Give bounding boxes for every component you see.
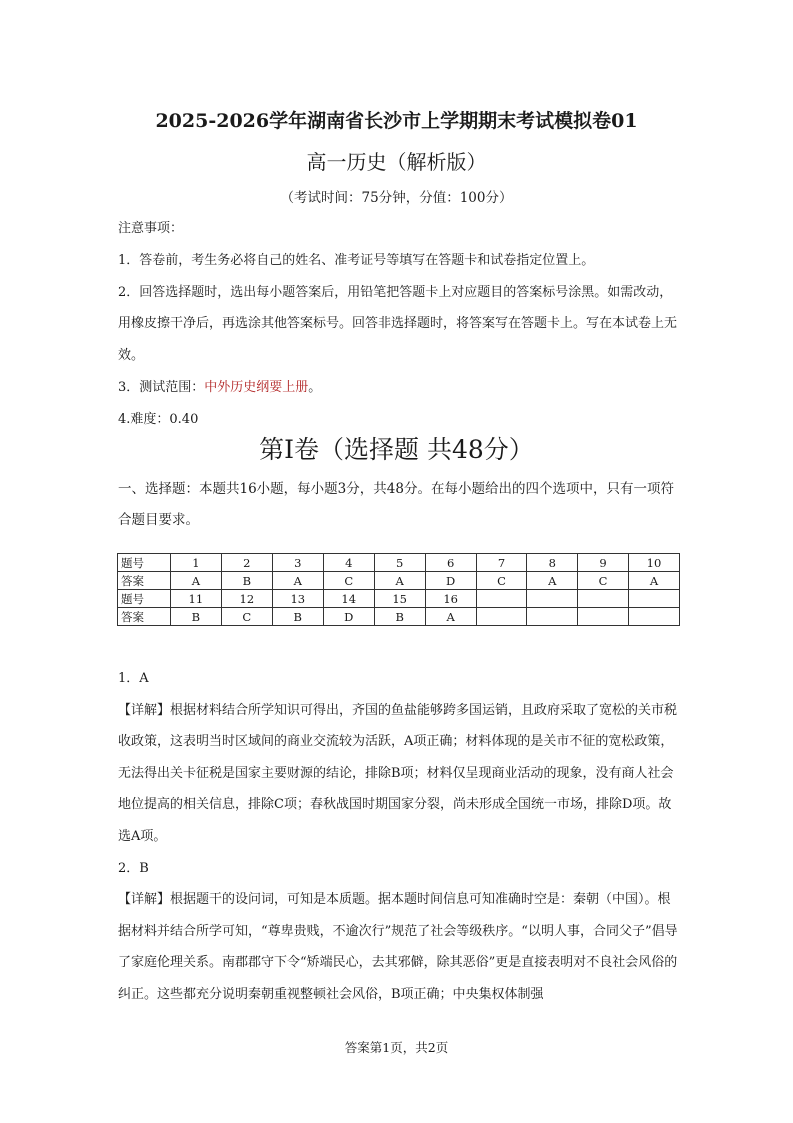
- table-cell: 3: [272, 554, 323, 572]
- table-cell: [578, 590, 629, 608]
- table-row: [118, 554, 680, 572]
- table-cell: C: [323, 572, 374, 590]
- row-label: 题号: [118, 554, 171, 572]
- notes-item-1: 1．答卷前，考生务必将自己的姓名、准考证号等填写在答题卡和试卷指定位置上。: [118, 252, 595, 268]
- table-cell: 4: [323, 554, 374, 572]
- table-row: [118, 608, 680, 626]
- table-cell: B: [221, 572, 272, 590]
- explanations: [118, 663, 683, 1011]
- table-cell: 12: [221, 590, 272, 608]
- table-cell: A: [425, 608, 476, 626]
- table-cell: 14: [323, 590, 374, 608]
- table-cell: 5: [374, 554, 425, 572]
- notes-item-3-prefix: 3．测试范围：: [118, 379, 205, 395]
- table-row: [118, 590, 680, 608]
- q2-answer: 2．B: [118, 860, 149, 876]
- table-cell: 11: [170, 590, 221, 608]
- table-cell: C: [221, 608, 272, 626]
- table-cell: [628, 590, 679, 608]
- notes-item-2: 2．回答选择题时，选出每小题答案后，用铅笔把答题卡上对应题目的答案标号涂黑。如需改动，用橡皮擦干净后，再选涂其他答案标号。回答非选择题时，将答案写在答题卡上。写在本试卷上无效。: [118, 284, 678, 364]
- table-cell: A: [527, 572, 578, 590]
- row-label: 答案: [118, 608, 171, 626]
- table-cell: 1: [170, 554, 221, 572]
- page-footer: 答案第1页，共2页: [344, 1040, 449, 1055]
- table-cell: A: [272, 572, 323, 590]
- section-title: 第Ⅰ卷（选择题 共48分）: [259, 435, 534, 464]
- row-label: 题号: [118, 590, 171, 608]
- table-cell: C: [578, 572, 629, 590]
- table-cell: [476, 590, 527, 608]
- test-range: 中外历史纲要上册: [204, 379, 309, 395]
- table-cell: B: [374, 608, 425, 626]
- notes-item-3-suffix: 。: [308, 379, 322, 395]
- answer-table: [117, 553, 680, 626]
- notes-section: [118, 213, 683, 436]
- document-title: 2025-2026学年湖南省长沙市上学期期末考试模拟卷01: [155, 110, 638, 132]
- exam-info: （考试时间：75分钟，分值：100分）: [280, 190, 513, 206]
- table-cell: B: [170, 608, 221, 626]
- table-cell: A: [628, 572, 679, 590]
- table-cell: 7: [476, 554, 527, 572]
- row-label: 答案: [118, 572, 171, 590]
- table-cell: [628, 608, 679, 626]
- table-cell: [578, 608, 629, 626]
- table-cell: B: [272, 608, 323, 626]
- table-row: [118, 572, 680, 590]
- table-cell: 2: [221, 554, 272, 572]
- q1-answer: 1．A: [118, 671, 149, 686]
- document-subtitle: 高一历史（解析版）: [306, 150, 487, 174]
- q2-explanation: 【详解】根据题干的设问词，可知是本质题。据本题时间信息可知准确时空是：秦朝（中国）。根据材料并结合所学可知，“尊卑贵贱，不逾次行”规范了社会等级秩序。“以明人事，合同父子”倡导了家庭伦理关系。南郡郡守下令“矫端民心，去其邪僻，除其恶俗”更是直接表明对不良社会风俗的纠正。这些都充分说明秦朝重视整顿社会风俗，B项正确；中央集权体制强: [118, 892, 678, 1002]
- table-cell: [527, 590, 578, 608]
- table-cell: [476, 608, 527, 626]
- notes-item-3: [118, 372, 683, 404]
- table-cell: A: [374, 572, 425, 590]
- table-cell: 8: [527, 554, 578, 572]
- notes-heading: 注意事项：: [118, 221, 184, 236]
- q1-explanation: 【详解】根据材料结合所学知识可得出，齐国的鱼盐能够跨多国运销，且政府采取了宽松的关市税收政策，这表明当时区域间的商业交流较为活跃，A项正确；材料体现的是关市不征的宽松政策，无法得出关卡征税是国家主要财源的结论，排除B项；材料仅呈现商业活动的现象，没有商人社会地位提高的相关信息，排除C项；春秋战国时期国家分裂，尚未形成全国统一市场，排除D项。故选A项。: [118, 702, 678, 844]
- table-cell: D: [425, 572, 476, 590]
- table-cell: 6: [425, 554, 476, 572]
- section-intro: [118, 474, 683, 536]
- table-cell: 10: [628, 554, 679, 572]
- table-cell: D: [323, 608, 374, 626]
- section-intro-text: 一、选择题：本题共16小题，每小题3分，共48分。在每小题给出的四个选项中，只有一项符合题目要求。: [118, 481, 674, 528]
- table-cell: 15: [374, 590, 425, 608]
- table-cell: 9: [578, 554, 629, 572]
- table-cell: [527, 608, 578, 626]
- table-cell: 16: [425, 590, 476, 608]
- table-cell: 13: [272, 590, 323, 608]
- notes-item-4: 4.难度：0.40: [118, 411, 199, 427]
- table-cell: A: [170, 572, 221, 590]
- table-cell: C: [476, 572, 527, 590]
